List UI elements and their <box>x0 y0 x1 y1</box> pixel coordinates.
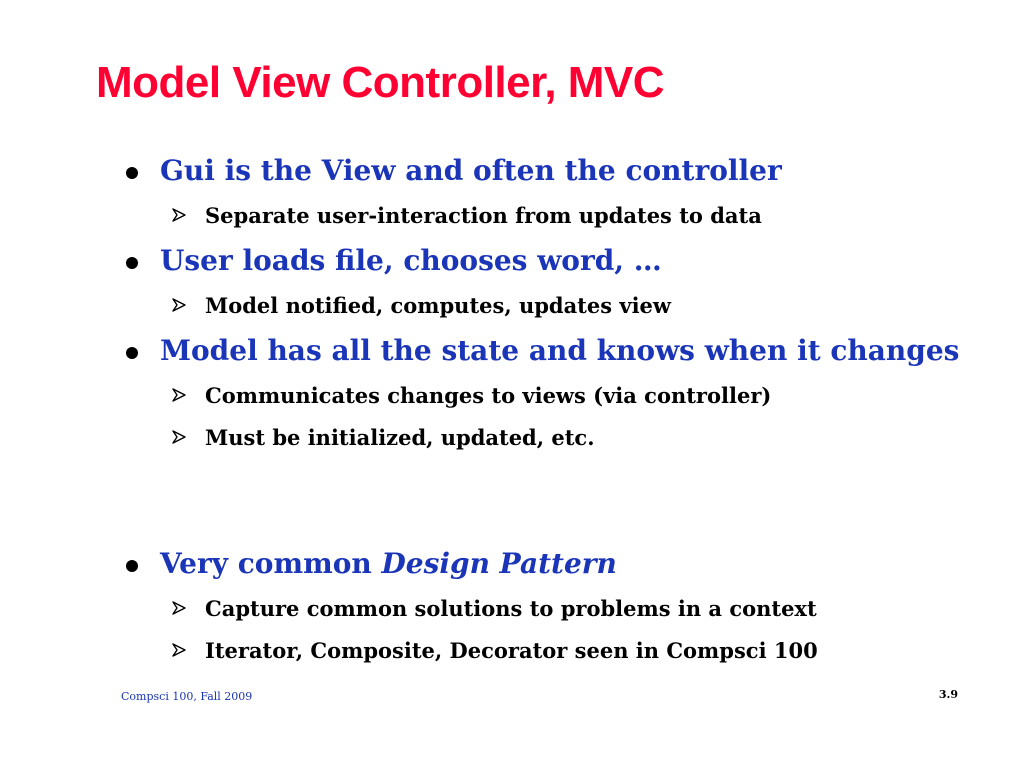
footer-page-number: 3.9 <box>938 688 958 701</box>
arrowhead-icon <box>172 208 186 222</box>
bullet-4-italic: Design Pattern <box>381 547 617 580</box>
slide-title: Model View Controller, MVC <box>96 58 665 107</box>
sub-bullet-4-2: Iterator, Composite, Decorator seen in Compsci 100 <box>205 638 818 663</box>
bullet-4-prefix: Very common <box>160 547 382 580</box>
bullet-1: Gui is the View and often the controller <box>160 154 782 187</box>
bullet-dot-icon <box>126 257 138 269</box>
sub-bullet-3-2: Must be initialized, updated, etc. <box>205 425 595 450</box>
sub-bullet-3-1: Communicates changes to views (via controller) <box>205 383 772 408</box>
sub-bullet-4-1: Capture common solutions to problems in a context <box>205 596 817 621</box>
bullet-dot-icon <box>126 167 138 179</box>
bullet-dot-icon <box>126 560 138 572</box>
arrowhead-icon <box>172 298 186 312</box>
sub-bullet-2-1: Model notified, computes, updates view <box>205 293 671 318</box>
footer-course: Compsci 100, Fall 2009 <box>121 690 253 703</box>
arrowhead-icon <box>172 388 186 402</box>
arrowhead-icon <box>172 601 186 615</box>
bullet-2: User loads file, chooses word, … <box>160 244 662 277</box>
arrowhead-icon <box>172 643 186 657</box>
arrowhead-icon <box>172 430 186 444</box>
bullet-3: Model has all the state and knows when it changes <box>160 334 960 367</box>
bullet-dot-icon <box>126 347 138 359</box>
bullet-4 <box>160 547 617 580</box>
sub-bullet-1-1: Separate user-interaction from updates to data <box>205 203 762 228</box>
